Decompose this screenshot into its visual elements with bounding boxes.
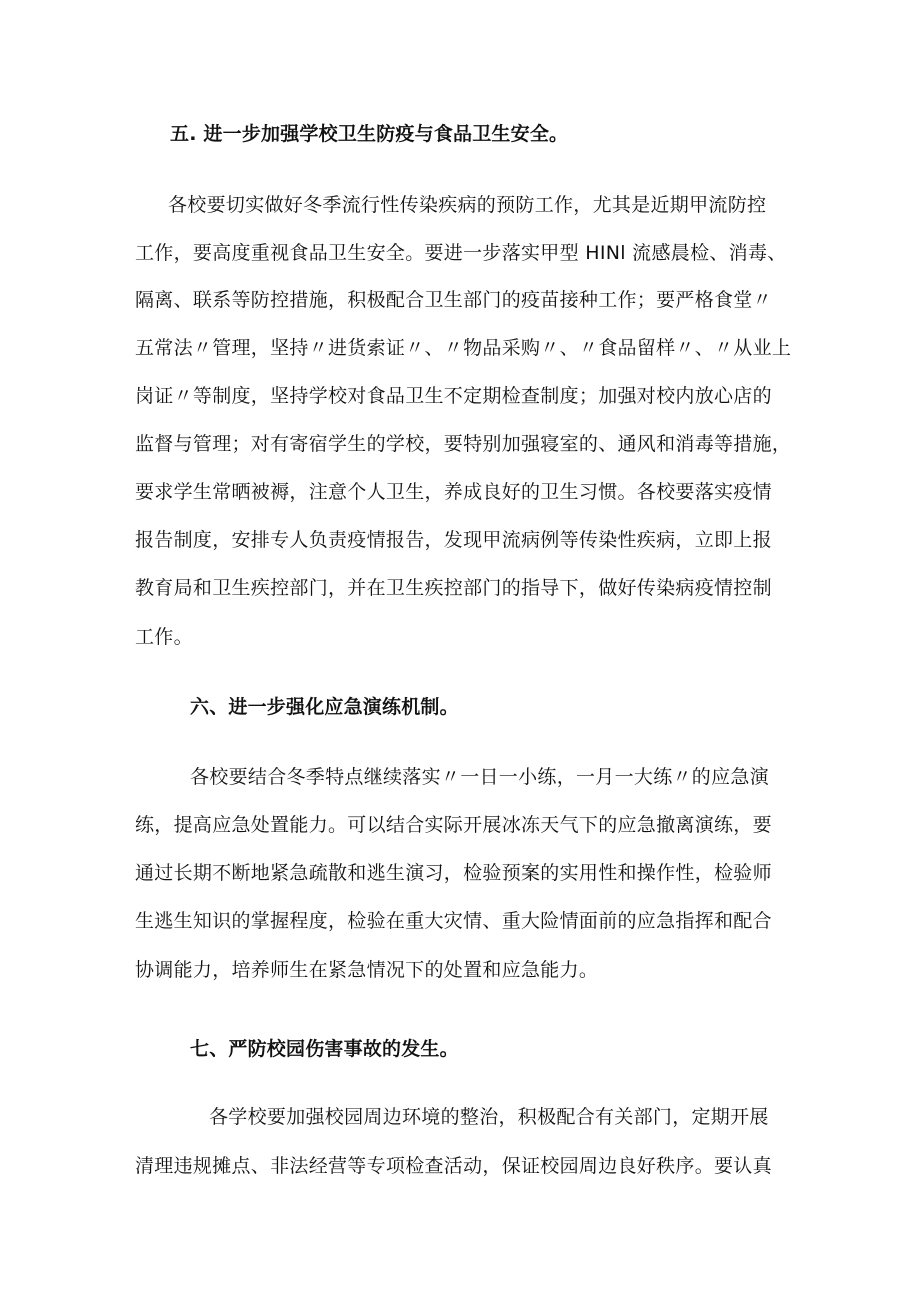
section-6-line-1: 各校要结合冬季特点继续落实〃一日一小练，一月一大练〃的应急演 [190, 766, 770, 788]
section-5-line-5: 岗证〃等制度，坚持学校对食品卫生不定期检查制度；加强对校内放心店的 [135, 385, 772, 407]
section-6-line-4: 生逃生知识的掌握程度，检验在重大灾情、重大险情面前的应急指挥和配合 [135, 910, 772, 932]
section-5-line-6: 监督与管理；对有寄宿学生的学校，要特别加强寝室的、通风和消毒等措施， [135, 433, 792, 455]
section-5-line-8: 报告制度，安排专人负责疫情报告，发现甲流病例等传染性疾病，立即上报 [135, 529, 772, 551]
section-5-line-9: 教育局和卫生疾控部门，并在卫生疾控部门的指导下，做好传染病疫情控制 [135, 577, 772, 599]
section-5-heading: 五. 进一步加强学校卫生防疫与食品卫生安全。 [170, 123, 569, 145]
section-5-line-4: 五常法〃管理，坚持〃进货索证〃、〃物品采购〃、〃食品留样〃、〃从业上 [135, 337, 792, 359]
section-5-line-2: 工作，要高度重视食品卫生安全。要进一步落实甲型 HINl 流感晨检、消毒、 [135, 242, 787, 264]
section-7-line-1: 各学校要加强校园周边环境的整治，积极配合有关部门，定期开展 [209, 1106, 769, 1128]
section-5-line-7: 要求学生常晒被褥，注意个人卫生，养成良好的卫生习惯。各校要落实疫情 [135, 481, 772, 503]
section-5-line-3: 隔离、联系等防控措施，积极配合卫生部门的疫苗接种工作；要严格食堂〃 [135, 289, 772, 311]
section-6-line-2: 练，提高应急处置能力。可以结合实际开展冰冻天气下的应急撤离演练，要 [135, 814, 772, 836]
section-6-line-5: 协调能力，培养师生在紧急情况下的处置和应急能力。 [135, 959, 599, 981]
section-5-line-1: 各校要切实做好冬季流行性传染疾病的预防工作，尤其是近期甲流防控 [168, 194, 767, 216]
section-6-heading: 六、进一步强化应急演练机制。 [190, 696, 459, 718]
section-7-heading: 七、严防校园伤害事故的发生。 [190, 1038, 459, 1060]
section-6-line-3: 通过长期不断地紧急疏散和逃生演习，检验预案的实用性和操作性，检验师 [135, 862, 772, 884]
section-7-line-2: 清理违规摊点、非法经营等专项检查活动，保证校园周边良好秩序。要认真 [135, 1155, 772, 1177]
section-5-line-10: 工作。 [135, 626, 193, 648]
